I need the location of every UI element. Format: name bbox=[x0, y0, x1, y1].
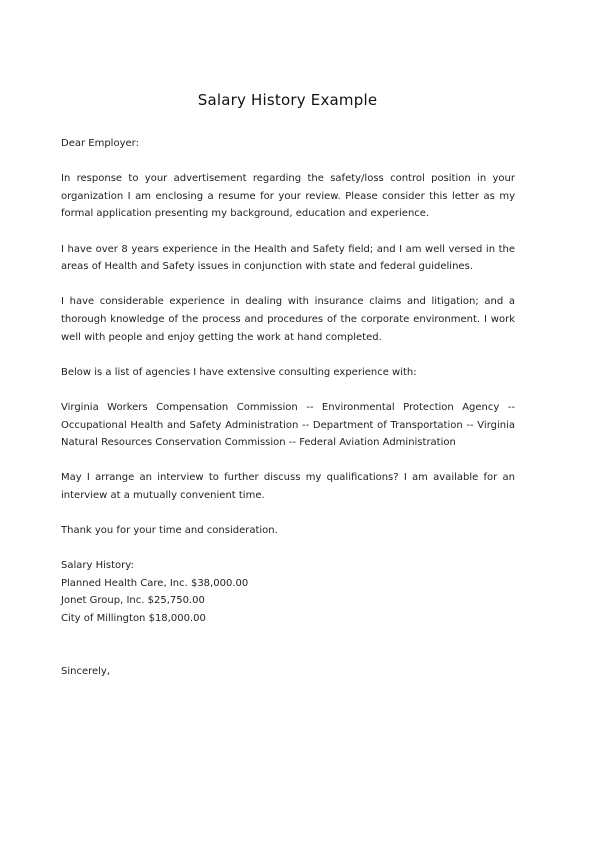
greeting: Dear Employer: bbox=[61, 138, 139, 149]
salary-history-heading: Salary History: bbox=[61, 560, 134, 572]
paragraph-thanks: Thank you for your time and consideration. bbox=[61, 525, 278, 537]
paragraph-agencies-list: Virginia Workers Compensation Commission -- Environmental Protection Agency -- Occupational Health and Safety Administration -- Department of Transportation -- Virginia Natural Resources Conservation Commission -- Federal Aviation Administration bbox=[61, 401, 515, 449]
salary-entry: Planned Health Care, Inc. $38,000.00 bbox=[61, 577, 249, 589]
paragraph-agencies-intro: Below is a list of agencies I have extensive consulting experience with: bbox=[61, 366, 417, 378]
paragraph-claims: I have considerable experience in dealing with insurance claims and litigation; and a thorough knowledge of the process and procedures of the corporate environment. I work well with people and enjoy getting the work at hand completed. bbox=[61, 296, 515, 343]
closing: Sincerely, bbox=[61, 665, 111, 677]
salary-entry: Jonet Group, Inc. $25,750.00 bbox=[61, 595, 205, 607]
paragraph-experience: I have over 8 years experience in the Health and Safety field; and I am well versed in the areas of Health and Safety issues in conjunction with state and federal guidelines. bbox=[61, 243, 515, 273]
salary-entry: City of Millington $18,000.00 bbox=[61, 613, 206, 625]
paragraph-intro: In response to your advertisement regarding the safety/loss control position in your organization I am enclosing a resume for your review. Please consider this letter as my formal application presenting my background, education and experience. bbox=[61, 173, 515, 220]
document-title: Salary History Example bbox=[197, 91, 378, 109]
paragraph-interview: May I arrange an interview to further discuss my qualifications? I am available for an interview at a mutually convenient time. bbox=[61, 472, 515, 501]
letter-body bbox=[61, 135, 515, 698]
salary-history bbox=[61, 557, 515, 627]
